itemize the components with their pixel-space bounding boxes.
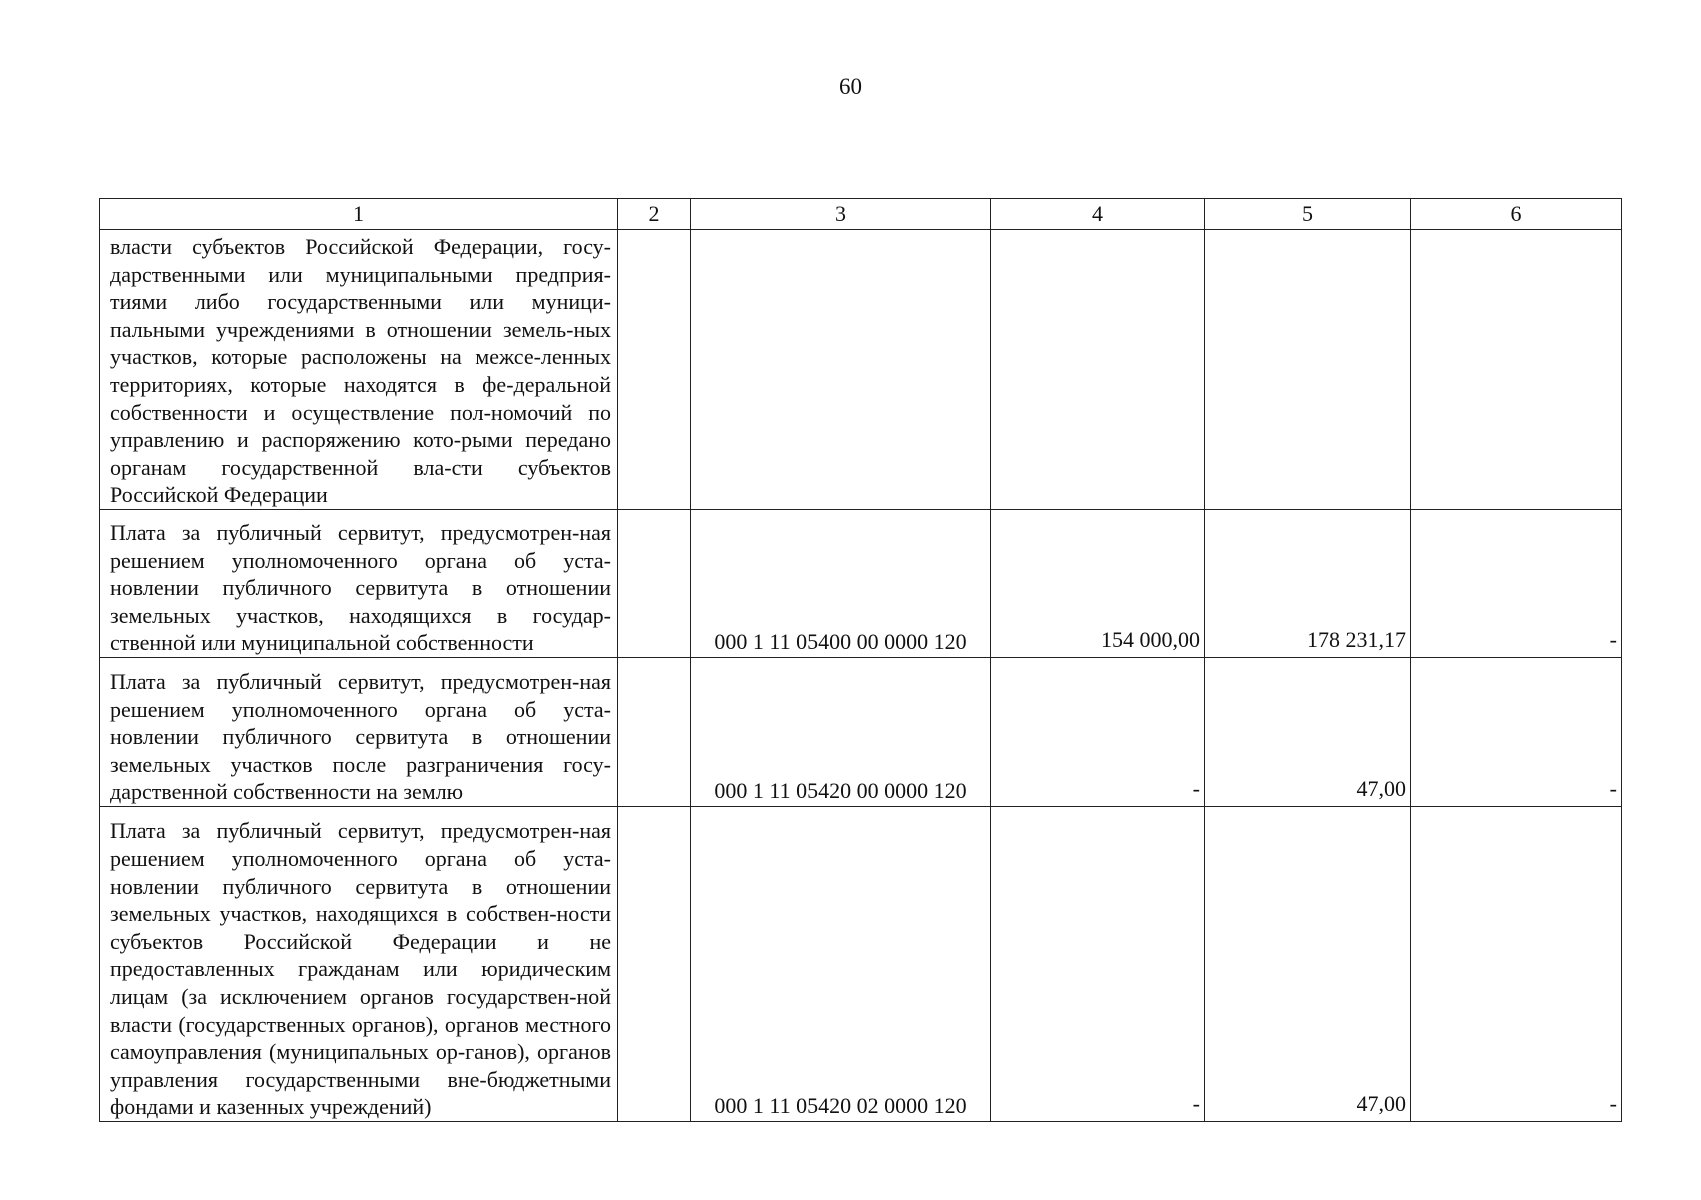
row-description: Плата за публичный сервитут, предусмотрен-ная решением уполномоченного органа об уста-новлении публичного сервитута в отношении земельных участков, находящихся в государ-ственной или муниципальной собственности xyxy=(100,510,618,658)
row-description: Плата за публичный сервитут, предусмотрен-ная решением уполномоченного органа об уста-новлении публичного сервитута в отношении земельных участков после разграничения госу-дарственной собственности на землю xyxy=(100,658,618,807)
row-col2 xyxy=(618,230,691,510)
row-description: власти субъектов Российской Федерации, госу-дарственными или муниципальными предприя-тиями либо государственными или муници-пальными учреждениями в отношении земель-ных участков, которые расположены на межсе-ленных территориях, которые находятся в фе-деральной собственности и осуществление пол-номочий по управлению и распоряжению кото-рыми передано органам государственной вла-сти субъектов Российской Федерации xyxy=(100,230,618,510)
table-row xyxy=(100,510,1622,658)
column-header-5: 5 xyxy=(1205,199,1411,230)
row-budget-code: 000 1 11 05400 00 0000 120 xyxy=(691,510,991,658)
row-col2 xyxy=(618,510,691,658)
row-col5-value: 47,00 xyxy=(1205,658,1411,807)
row-col6-value: - xyxy=(1411,807,1622,1122)
row-col4-value: - xyxy=(991,807,1205,1122)
column-header-6: 6 xyxy=(1411,199,1622,230)
column-header-3: 3 xyxy=(691,199,991,230)
row-col5-value xyxy=(1205,230,1411,510)
column-header-4: 4 xyxy=(991,199,1205,230)
row-col6-value: - xyxy=(1411,510,1622,658)
row-col5-value: 178 231,17 xyxy=(1205,510,1411,658)
table-row xyxy=(100,658,1622,807)
row-col2 xyxy=(618,807,691,1122)
table-row xyxy=(100,230,1622,510)
row-budget-code xyxy=(691,230,991,510)
revenue-table xyxy=(99,198,1622,1122)
table-row xyxy=(100,807,1622,1122)
row-col4-value: 154 000,00 xyxy=(991,510,1205,658)
row-budget-code: 000 1 11 05420 02 0000 120 xyxy=(691,807,991,1122)
column-header-1: 1 xyxy=(100,199,618,230)
row-col2 xyxy=(618,658,691,807)
row-budget-code: 000 1 11 05420 00 0000 120 xyxy=(691,658,991,807)
table-header-row xyxy=(100,199,1622,230)
row-description: Плата за публичный сервитут, предусмотрен-ная решением уполномоченного органа об уста-новлении публичного сервитута в отношении земельных участков, находящихся в собствен-ности субъектов Российской Федерации и не предоставленных гражданам или юридическим лицам (за исключением органов государствен-ной власти (государственных органов), органов местного самоуправления (муниципальных ор-ганов), органов управления государственными вне-бюджетными фондами и казенных учреждений) xyxy=(100,807,618,1122)
row-col6-value xyxy=(1411,230,1622,510)
column-header-2: 2 xyxy=(618,199,691,230)
page-number: 60 xyxy=(839,74,862,99)
row-col5-value: 47,00 xyxy=(1205,807,1411,1122)
row-col4-value: - xyxy=(991,658,1205,807)
row-col4-value xyxy=(991,230,1205,510)
row-col6-value: - xyxy=(1411,658,1622,807)
